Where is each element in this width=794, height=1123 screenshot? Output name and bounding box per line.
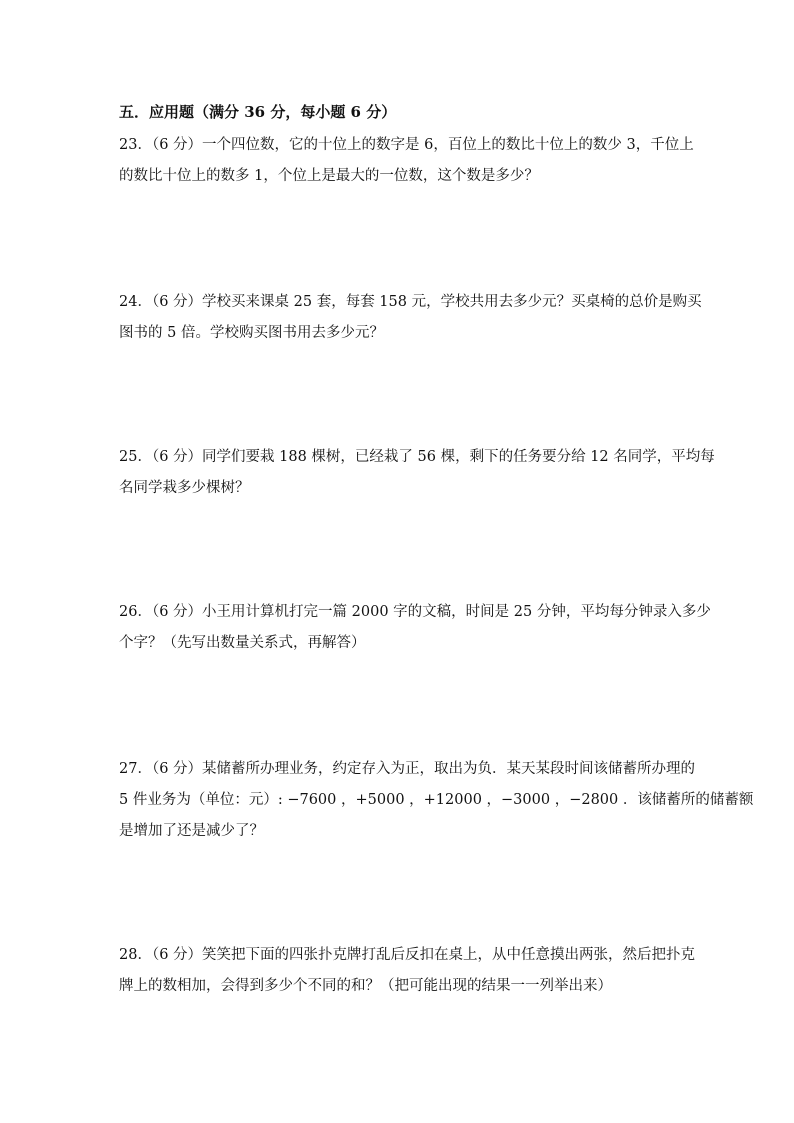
question-line: 名同学栽多少棵树？ [119, 480, 250, 496]
question-23 [119, 130, 694, 192]
question-line: 26．（6 分）小王用计算机打完一篇 2000 字的文稿，时间是 25 分钟，平均每分钟录入多少 [119, 604, 711, 620]
question-28 [119, 940, 696, 1002]
question-line: 牌上的数相加，会得到多少个不同的和？（把可能出现的结果一一列举出来） [119, 978, 612, 994]
question-line: 24．（6 分）学校买来课桌 25 套，每套 158 元，学校共用去多少元？买桌椅的总价是购买 [119, 294, 702, 310]
question-line: 5 件业务为（单位：元）: −7600 ，+5000 ，+12000 ，−3000 ，−2800 ．该储蓄所的储蓄额 [119, 792, 754, 808]
question-line: 23．（6 分）一个四位数，它的十位上的数字是 6，百位上的数比十位上的数少 3，千位上 [119, 137, 694, 153]
question-27 [119, 754, 754, 847]
question-line: 25．（6 分）同学们要栽 188 棵树，已经栽了 56 棵，剩下的任务要分给 12 名同学，平均每 [119, 449, 715, 465]
question-line: 28．（6 分）笑笑把下面的四张扑克牌打乱后反扣在桌上，从中任意摸出两张，然后把扑克 [119, 947, 696, 963]
question-25 [119, 442, 715, 504]
question-24 [119, 287, 702, 349]
question-26 [119, 597, 711, 659]
question-line: 是增加了还是减少了？ [119, 823, 264, 839]
question-line: 的数比十位上的数多 1，个位上是最大的一位数，这个数是多少？ [119, 168, 539, 184]
question-line: 图书的 5 倍。学校购买图书用去多少元？ [119, 325, 384, 341]
question-line: 个字？（先写出数量关系式，再解答） [119, 635, 366, 651]
question-line: 27．（6 分）某储蓄所办理业务，约定存入为正，取出为负．某天某段时间该储蓄所办理的 [119, 761, 696, 777]
section-heading: 五．应用题（满分 36 分，每小题 6 分） [119, 103, 397, 121]
